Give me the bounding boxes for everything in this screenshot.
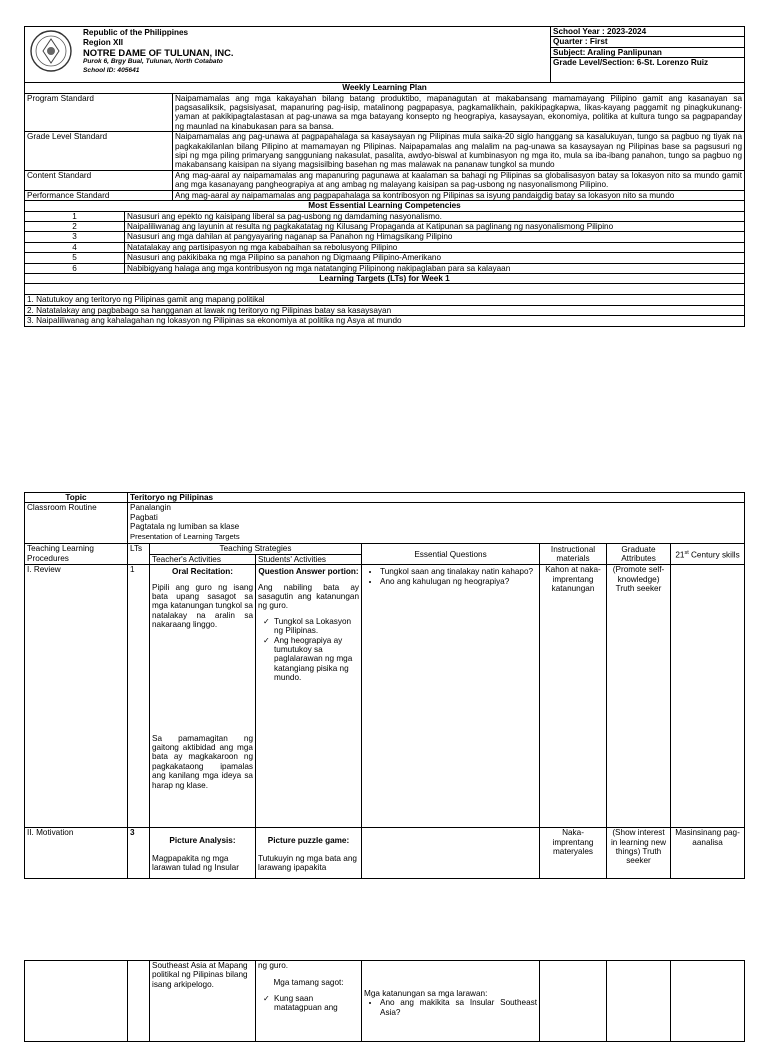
eq-label: Essential Questions: [362, 544, 540, 565]
learning-target: 1. Natutukoy ang teritoryo ng Pilipinas gamit ang mapang politikal: [25, 295, 745, 305]
melc-text: Nabibigyang halaga ang mga kontribusyon ng mga natatanging Pilipinong nakipaglaban para sa kalayaan: [125, 263, 745, 273]
continuation-graduate: [607, 961, 671, 1042]
melc-text: Nasusuri ang epekto ng kaisipang liberal sa pag-usbong ng damdaming nasyonalismo.: [125, 211, 745, 221]
review-label: I. Review: [25, 565, 128, 828]
review-teacher-text2: Sa pamamagitan ng gaitong aktibidad ang mga bata ay magkakaroon ng pagkakataong ipamalas ang kanilang mga ideya sa harap ng klase.: [152, 733, 253, 790]
review-question: • Tungkol saan ang tinalakay natin kahapo?: [380, 567, 537, 576]
republic-line: Republic of the Philippines: [83, 28, 189, 37]
school-address: Purok 6, Brgy Bual, Tulunan, North Cotabato: [83, 58, 223, 65]
motivation-students-title: Picture puzzle game:: [267, 836, 350, 846]
learning-target: 2. Natatalakay ang pagbabago sa hangganan at lawak ng teritoryo ng Pilipinas batay sa kasaysayan: [25, 305, 745, 315]
review-question: • Ano ang kahulugan ng heograpiya?: [380, 577, 537, 586]
continuation-answers-label: Mga tamang sagot:: [273, 978, 344, 988]
melc-number: 4: [25, 242, 125, 252]
topic-label: Topic: [25, 493, 128, 503]
topic-value: Teritoryo ng Pilipinas: [128, 493, 745, 503]
review-materials: Kahon at naka-imprentang katanungan: [540, 565, 607, 828]
weekly-plan-header-table: [24, 26, 745, 327]
procedures-label: Teaching Learning Procedures: [25, 544, 128, 565]
standard-text: Ang mag-aaral ay naipamamalas ang mapanuring pagunawa at kaalaman sa bahagi ng Pilipinas sa globalisasyon batay sa lokasyon nito sa mundo gamit ang mga kasanayang pangheograpiya at ang ambag ng malayang kaisipan sa pag-usbong ng nasyonalismong Pilipino.: [173, 170, 745, 190]
continuation-questions: [362, 961, 540, 1042]
standard-label: Program Standard: [25, 93, 173, 132]
continuation-materials: [540, 961, 607, 1042]
continuation-teacher-text: Southeast Asia at Mapang politikal ng Pilipinas bilang isang arkipelogo.: [152, 961, 248, 989]
standard-label: Performance Standard: [25, 190, 173, 200]
melc-number: 6: [25, 263, 125, 273]
review-answer: ✓ Ang heograpiya ay tumutukoy sa paglalarawan ng mga katangiang pisika ng mundo.: [274, 636, 359, 683]
motivation-label: II. Motivation: [25, 828, 128, 879]
motivation-teacher-activity: [150, 828, 256, 879]
school-name: NOTRE DAME OF TULUNAN, INC.: [83, 47, 234, 58]
century-label: 21st Century skills: [671, 544, 745, 565]
motivation-teacher-title: Picture Analysis:: [169, 836, 236, 846]
motivation-graduate: (Show interest in learning new things) Truth seeker: [607, 828, 671, 879]
continuation-answer: ✓ Kung saan matatagpuan ang: [274, 994, 359, 1013]
melc-number: 3: [25, 232, 125, 242]
melc-number: 5: [25, 253, 125, 263]
standard-label: Content Standard: [25, 170, 173, 190]
teacher-label: Teacher's Activities: [150, 554, 256, 564]
school-seal-icon: [29, 29, 73, 73]
continuation-teacher-activity: [150, 961, 256, 1042]
region-line: Region XII: [83, 38, 124, 47]
review-teacher-title: Oral Recitation:: [172, 567, 233, 577]
motivation-questions: [362, 828, 540, 879]
continuation-label: [25, 961, 128, 1042]
standard-text: Naipamamalas ang mga kakayahan bilang batang produktibo, mapanagutan at makabansang mamamayang Pilipino gamit ang kasanayan sa pagsasaliksik, pagsisiyasat, mapanuring pag-iisip, matalinong pagpapasya, pagkamalikhain, pakikipagkapwa, likas-kayang paggamit ng pinagkukunang-yaman at pakikipagtalastasan at pag-unawa sa mga batayang konsepto ng heograpiya, kasaysayan, ekonomiya, politika at kultura tungo sa pagpapanday ng maunlad na kinabukasan para sa bansa.: [173, 93, 745, 132]
continuation-students-text: ng guro.: [258, 961, 289, 970]
motivation-materials: Naka-imprentang materyales: [540, 828, 607, 879]
standard-text: Naipamamalas ang pag-unawa at pagpapahalaga sa kasaysayan ng Pilipinas mula saika-20 siglo hanggang sa kasalukuyan, tungo sa pagbuo ng tiyak na pagkakakilanlan bilang Pilipino at mamamayan ng Pilipinas. Naipapamalas ang malalim na pag-unawa sa kasaysayan ng Pilipinas base sa pagsusuri ng sipi ng mga piling primaryang sangguniang nakasulat, pasalita, awdyo-biswal at kumbinasyon ng mga ito, mula sa iba-ibang panahon, tungo sa pagbuo ng makabansang kaisipan na siyang magsisilbing basehan ng mas malawak na pananaw tungkol sa mundo: [173, 132, 745, 171]
learning-target: 3. Naipaliliwanag ang kahalagahan ng lokasyon ng Pilipinas sa ekonomiya at politika ng Asya at mundo: [25, 316, 745, 326]
routine-item: Pagtatala ng lumiban sa klase: [130, 522, 240, 532]
melc-text: Naipaliliwanag ang layunin at resulta ng pagkakatatag ng Kilusang Propaganda at Katipunan sa paglinang ng nasyonalismong Pilipino: [125, 221, 745, 231]
strategies-label: Teaching Strategies: [150, 544, 362, 554]
continuation-century: [671, 961, 745, 1042]
review-questions: [362, 565, 540, 828]
continuation-lt: [128, 961, 150, 1042]
motivation-century: Masinsinang pag-aanalisa: [671, 828, 745, 879]
school-year: School Year : 2023-2024: [551, 27, 745, 37]
standard-label: Grade Level Standard: [25, 132, 173, 171]
routine-items: [128, 503, 745, 544]
motivation-teacher-text: Magpapakita ng mga larawan tulad ng Insular: [152, 853, 239, 873]
motivation-students-activity: [256, 828, 362, 879]
melc-title: Most Essential Learning Competencies: [25, 201, 745, 211]
targets-title: Learning Targets (LTs) for Week 1: [25, 273, 745, 283]
review-century: [671, 565, 745, 828]
school-id: School ID: 405641: [83, 66, 140, 74]
spacer-row: [25, 284, 745, 295]
motivation-students-text: Tutukuyin ng mga bata ang larawang ipapakita: [258, 853, 357, 873]
standard-text: Ang mag-aaral ay naipamamalas ang pagpapahalaga sa kontribosyon ng Pilipinas sa isyung pandaigdig batay sa lokasyon nito sa mundo: [173, 190, 745, 200]
grade-section: Grade Level/Section: 6-St. Lorenzo Ruiz: [551, 58, 745, 83]
continuation-question: • Ano ang makikita sa Insular Southeast Asia?: [380, 998, 537, 1017]
review-students-text: Ang nabiling bata ay sasagutin ang katanungan ng guro.: [258, 582, 359, 611]
review-lt: 1: [128, 565, 150, 828]
review-teacher-activity: [150, 565, 256, 828]
review-students-activity: [256, 565, 362, 828]
lts-label: LTs: [128, 544, 150, 565]
students-label: Students' Activities: [256, 554, 362, 564]
routine-label: Classroom Routine: [25, 503, 128, 544]
melc-number: 1: [25, 211, 125, 221]
review-teacher-text: Pipili ang guro ng isang bata upang sasagot sa mga katanungan tungkol sa natalakay na aralin sa nakaraang linggo.: [152, 582, 253, 630]
review-answer: ✓ Tungkol sa Lokasyon ng Pilipinas.: [274, 617, 359, 636]
routine-item: Pagbati: [130, 512, 158, 522]
continuation-students-activity: [256, 961, 362, 1042]
review-students-title: Question Answer portion:: [258, 567, 359, 577]
lesson-table: [24, 492, 745, 879]
review-graduate: (Promote self-knowledge) Truth seeker: [607, 565, 671, 828]
quarter: Quarter : First: [551, 37, 745, 47]
melc-text: Natatalakay ang partisipasyon ng mga kababaihan sa rebolusyong Pilipino: [125, 242, 745, 252]
continuation-table: [24, 960, 745, 1042]
graduate-label: Graduate Attributes: [607, 544, 671, 565]
melc-text: Nasusuri ang pakikibaka ng mga Pilipino sa panahon ng Digmaang Pilipino-Amerikano: [125, 253, 745, 263]
melc-text: Nasusuri ang mga dahilan at pangyayaring naganap sa Panahon ng Himagsikang Pilipino: [125, 232, 745, 242]
routine-item: Panalangin: [130, 503, 171, 513]
school-header: [25, 27, 551, 83]
melc-number: 2: [25, 221, 125, 231]
motivation-lt: 3: [128, 828, 150, 879]
routine-item: Presentation of Learning Targets: [130, 531, 240, 541]
materials-label: Instructional materials: [540, 544, 607, 565]
continuation-eq-label: Mga katanungan sa mga larawan:: [364, 989, 488, 998]
plan-title: Weekly Learning Plan: [25, 83, 745, 93]
subject: Subject: Araling Panlipunan: [551, 47, 745, 57]
